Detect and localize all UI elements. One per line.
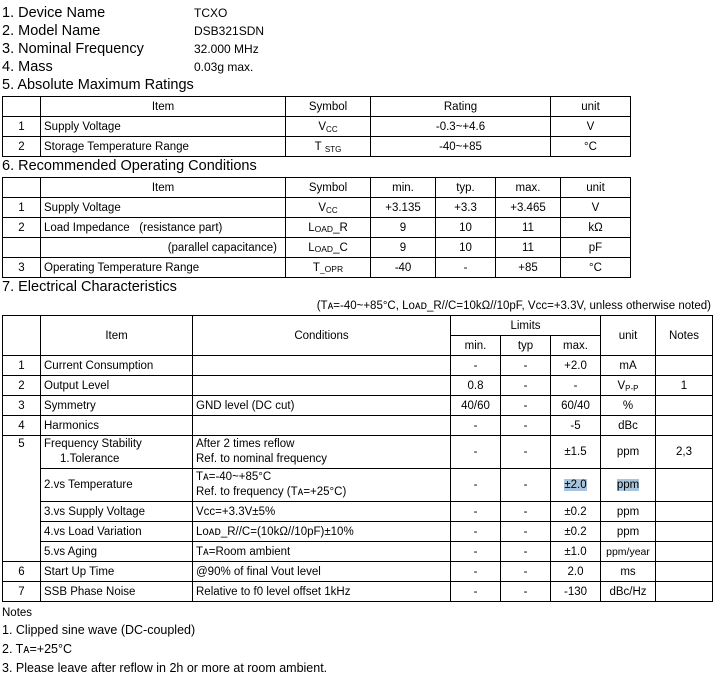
cell-min: - — [451, 416, 501, 436]
cell-item: Storage Temperature Range — [41, 137, 286, 157]
table-row — [3, 416, 713, 436]
cell-min: - — [451, 562, 501, 582]
note-item: 2. Tᴀ=+25°C — [2, 642, 73, 656]
notes-heading: Notes — [2, 607, 33, 619]
cell-item: Symmetry — [41, 396, 193, 416]
col-header-typ: typ. — [436, 178, 496, 198]
cell-symbol — [286, 218, 371, 238]
col-header-no — [3, 178, 41, 198]
note-item: 3. Please leave after reflow in 2h or more at room ambient. — [2, 661, 328, 675]
sub-item-label: 1.Tolerance — [60, 453, 120, 465]
col-header-min: min. — [451, 336, 501, 356]
cell-typ: 10 — [436, 238, 496, 258]
cell-conditions — [193, 416, 451, 436]
cell-conditions: Relative to f0 level offset 1kHz — [193, 582, 451, 602]
cell-notes — [656, 502, 713, 522]
electrical-conditions-note: (Tᴀ=-40~+85°C, Lᴏᴀᴅ_R//C=10kΩ//10pF, Vᴄᴄ=+3.3V, unless otherwise noted) — [316, 300, 711, 312]
cell-unit: dBc/Hz — [601, 582, 656, 602]
col-header-symbol: Symbol — [286, 178, 371, 198]
symbol-main: L — [308, 221, 315, 234]
cell-max: -5 — [551, 416, 601, 436]
cell-no: 2 — [3, 218, 41, 238]
cell-no: 1 — [3, 198, 41, 218]
cell-min: - — [451, 522, 501, 542]
cell-conditions — [193, 436, 451, 469]
cell-max: +2.0 — [551, 356, 601, 376]
cell-no: 4 — [3, 416, 41, 436]
spec-value-mass: 0.03g max. — [194, 60, 254, 74]
cell-typ: - — [436, 258, 496, 278]
cell-max: ±1.0 — [551, 542, 601, 562]
col-header-item: Item — [41, 316, 193, 356]
cell-item: Current Consumption — [41, 356, 193, 376]
table-electrical-characteristics — [2, 315, 713, 602]
cell-item: Harmonics — [41, 416, 193, 436]
cell-typ: - — [501, 356, 551, 376]
selected-text-max: ±2.0 — [564, 479, 587, 491]
cell-typ: 10 — [436, 218, 496, 238]
note-item: 1. Clipped sine wave (DC-coupled) — [2, 623, 196, 637]
col-header-unit: unit — [601, 316, 656, 356]
symbol-subscript: OAD — [314, 223, 334, 234]
table-row — [3, 198, 631, 218]
table-header-row — [3, 97, 631, 117]
spec-label-model-name: 2. Model Name — [2, 23, 101, 39]
spec-value-device-name: TCXO — [194, 6, 228, 20]
cell-max: 11 — [496, 238, 561, 258]
cell-max: +3.465 — [496, 198, 561, 218]
cell-item — [41, 469, 193, 502]
cell-unit: ppm — [601, 522, 656, 542]
notes-section — [2, 605, 719, 678]
cell-max: 60/40 — [551, 396, 601, 416]
table-row — [3, 258, 631, 278]
cell-no: 6 — [3, 562, 41, 582]
cell-max: ±0.2 — [551, 502, 601, 522]
cell-notes — [656, 396, 713, 416]
table-recommended-operating-conditions — [2, 177, 631, 278]
symbol-subscript: OAD — [314, 243, 334, 254]
cell-conditions — [193, 356, 451, 376]
cell-conditions: Vᴄᴄ=+3.3V±5% — [193, 502, 451, 522]
col-header-limits: Limits — [451, 316, 601, 336]
cell-no: 2 — [3, 376, 41, 396]
cell-item: Start Up Time — [41, 562, 193, 582]
cell-min: - — [451, 356, 501, 376]
symbol-subscript: STG — [324, 144, 342, 154]
conditions-line-2: Ref. to frequency (Tᴀ=+25°C) — [196, 486, 347, 498]
col-header-unit: unit — [551, 97, 631, 117]
spec-value-model-name: DSB321SDN — [194, 24, 265, 38]
symbol-main: L — [308, 241, 315, 254]
section-title-electrical-characteristics: 7. Electrical Characteristics — [2, 279, 177, 295]
cell-no: 1 — [3, 117, 41, 137]
cell-notes — [656, 469, 713, 502]
symbol-main: T — [312, 261, 320, 274]
cell-min: +3.135 — [371, 198, 436, 218]
table-row — [3, 356, 713, 376]
cell-unit: V — [551, 117, 631, 137]
sub-item-label: 2.vs Temperature — [44, 478, 133, 491]
datasheet-page — [0, 4, 719, 688]
cell-typ: - — [501, 542, 551, 562]
cell-unit: pF — [561, 238, 631, 258]
symbol-subscript: CC — [326, 124, 338, 134]
cell-typ: - — [501, 522, 551, 542]
col-header-rating: Rating — [371, 97, 551, 117]
cell-unit: ms — [601, 562, 656, 582]
cell-unit — [601, 376, 656, 396]
conditions-line-2: Ref. to nominal frequency — [196, 453, 328, 465]
item-label: Load Impedance — [44, 221, 130, 234]
cell-typ: - — [501, 562, 551, 582]
spec-label-nominal-frequency: 3. Nominal Frequency — [2, 41, 144, 57]
cell-max: -130 — [551, 582, 601, 602]
table-header-row — [3, 178, 631, 198]
cell-rating: -40~+85 — [371, 137, 551, 157]
cell-notes — [656, 522, 713, 542]
cell-max: 11 — [496, 218, 561, 238]
cell-item: (parallel capacitance) — [41, 238, 286, 258]
cell-max: ±1.5 — [551, 436, 601, 469]
section-title-absolute-maximum-ratings: 5. Absolute Maximum Ratings — [2, 77, 194, 93]
cell-conditions: @90% of final Vout level — [193, 562, 451, 582]
cell-symbol — [286, 137, 371, 157]
col-header-unit: unit — [561, 178, 631, 198]
cell-typ: - — [501, 376, 551, 396]
spec-value-nominal-frequency: 32.000 MHz — [194, 42, 259, 56]
cell-min: 40/60 — [451, 396, 501, 416]
cell-notes: 2,3 — [656, 436, 713, 469]
table-row-frequency-stability-vs-supply-voltage — [3, 502, 713, 522]
cell-item: Output Level — [41, 376, 193, 396]
cell-max: +85 — [496, 258, 561, 278]
table-row — [3, 582, 713, 602]
cell-no: 2 — [3, 137, 41, 157]
col-header-item: Item — [41, 97, 286, 117]
table-row — [3, 137, 631, 157]
col-header-conditions: Conditions — [193, 316, 451, 356]
cell-min: - — [451, 469, 501, 502]
table-row — [3, 376, 713, 396]
cell-item: Supply Voltage — [41, 117, 286, 137]
table-row — [3, 562, 713, 582]
cell-notes — [656, 562, 713, 582]
table-row — [3, 396, 713, 416]
cell-typ: - — [501, 416, 551, 436]
cell-no: 3 — [3, 396, 41, 416]
symbol-main: V — [318, 201, 327, 214]
cell-unit: ppm — [601, 502, 656, 522]
cell-min: 9 — [371, 218, 436, 238]
cell-item: SSB Phase Noise — [41, 582, 193, 602]
cell-min: -40 — [371, 258, 436, 278]
cell-item: 3.vs Supply Voltage — [41, 502, 193, 522]
selected-text-unit: ppm — [616, 479, 640, 491]
cell-no — [3, 238, 41, 258]
cell-typ: - — [501, 396, 551, 416]
cell-unit: mA — [601, 356, 656, 376]
cell-no — [3, 542, 41, 562]
table-row — [3, 117, 631, 137]
cell-typ: +3.3 — [436, 198, 496, 218]
cell-min: - — [451, 542, 501, 562]
cell-no: 7 — [3, 582, 41, 602]
cell-unit: °C — [561, 258, 631, 278]
spec-label-device-name: 1. Device Name — [2, 5, 106, 21]
table-row-frequency-stability-vs-load-variation — [3, 522, 713, 542]
cell-rating: -0.3~+4.6 — [371, 117, 551, 137]
cell-unit-selected — [601, 469, 656, 502]
spec-row-model-name — [2, 22, 719, 40]
cell-symbol — [286, 198, 371, 218]
device-spec-list — [2, 4, 719, 76]
table-row — [3, 238, 631, 258]
cell-min: 0.8 — [451, 376, 501, 396]
col-header-no — [3, 97, 41, 117]
cell-typ: - — [501, 436, 551, 469]
cell-conditions: GND level (DC cut) — [193, 396, 451, 416]
col-header-typ: typ — [501, 336, 551, 356]
table-row — [3, 218, 631, 238]
cell-no: 3 — [3, 258, 41, 278]
cell-conditions: Tᴀ=Room ambient — [193, 542, 451, 562]
cell-no — [3, 502, 41, 522]
cell-unit: ppm/year — [601, 542, 656, 562]
symbol-tail: _C — [333, 241, 348, 254]
cell-conditions — [193, 376, 451, 396]
symbol-main: V — [318, 120, 327, 133]
cell-item: 4.vs Load Variation — [41, 522, 193, 542]
cell-min: - — [451, 436, 501, 469]
cell-min: - — [451, 502, 501, 522]
cell-max-selected — [551, 469, 601, 502]
cell-notes — [656, 356, 713, 376]
cell-unit: kΩ — [561, 218, 631, 238]
cell-conditions: Lᴏᴀᴅ_R//C=(10kΩ//10pF)±10% — [193, 522, 451, 542]
col-header-notes: Notes — [656, 316, 713, 356]
cell-conditions — [193, 469, 451, 502]
col-header-max: max. — [496, 178, 561, 198]
col-header-no — [3, 316, 41, 356]
cell-no: 5 — [3, 436, 41, 469]
cell-symbol — [286, 258, 371, 278]
cell-unit: ppm — [601, 436, 656, 469]
table-header-row — [3, 316, 713, 336]
cell-notes — [656, 582, 713, 602]
cell-typ: - — [501, 582, 551, 602]
cell-item: Operating Temperature Range — [41, 258, 286, 278]
item-qualifier: (resistance part) — [139, 221, 223, 234]
cell-symbol — [286, 117, 371, 137]
unit-main: V — [617, 379, 626, 392]
cell-min: 9 — [371, 238, 436, 258]
symbol-subscript: _OPR — [319, 263, 344, 274]
col-header-min: min. — [371, 178, 436, 198]
cell-no — [3, 522, 41, 542]
symbol-main: T — [314, 140, 322, 153]
cell-max: 2.0 — [551, 562, 601, 582]
cell-notes — [656, 542, 713, 562]
group-label: Frequency Stability — [44, 438, 142, 450]
cell-item — [41, 218, 286, 238]
cell-min: - — [451, 582, 501, 602]
table-absolute-maximum-ratings — [2, 96, 631, 157]
col-header-item: Item — [41, 178, 286, 198]
cell-unit: °C — [551, 137, 631, 157]
section-title-recommended-operating-conditions: 6. Recommended Operating Conditions — [2, 158, 257, 174]
spec-label-mass: 4. Mass — [2, 59, 53, 75]
cell-typ: - — [501, 502, 551, 522]
symbol-subscript: CC — [326, 205, 338, 215]
cell-unit: % — [601, 396, 656, 416]
cell-no: 1 — [3, 356, 41, 376]
unit-subscript: P-P — [625, 383, 639, 393]
conditions-line-1: After 2 times reflow — [196, 438, 295, 450]
table-row-frequency-stability-tolerance — [3, 436, 713, 469]
symbol-tail: _R — [333, 221, 348, 234]
conditions-line-1: Tᴀ=-40~+85°C — [196, 471, 272, 483]
cell-unit: V — [561, 198, 631, 218]
cell-no — [3, 469, 41, 502]
col-header-symbol: Symbol — [286, 97, 371, 117]
cell-notes — [656, 416, 713, 436]
cell-symbol — [286, 238, 371, 258]
cell-notes: 1 — [656, 376, 713, 396]
table-row-frequency-stability-vs-temperature — [3, 469, 713, 502]
cell-unit: dBc — [601, 416, 656, 436]
spec-row-nominal-frequency — [2, 40, 719, 58]
spec-row-device-name — [2, 4, 719, 22]
spec-row-mass — [2, 58, 719, 76]
cell-item: Supply Voltage — [41, 198, 286, 218]
table-row-frequency-stability-vs-aging — [3, 542, 713, 562]
col-header-max: max. — [551, 336, 601, 356]
cell-max: - — [551, 376, 601, 396]
cell-max: ±0.2 — [551, 522, 601, 542]
cell-typ: - — [501, 469, 551, 502]
cell-item: 5.vs Aging — [41, 542, 193, 562]
cell-item-frequency-stability — [41, 436, 193, 469]
